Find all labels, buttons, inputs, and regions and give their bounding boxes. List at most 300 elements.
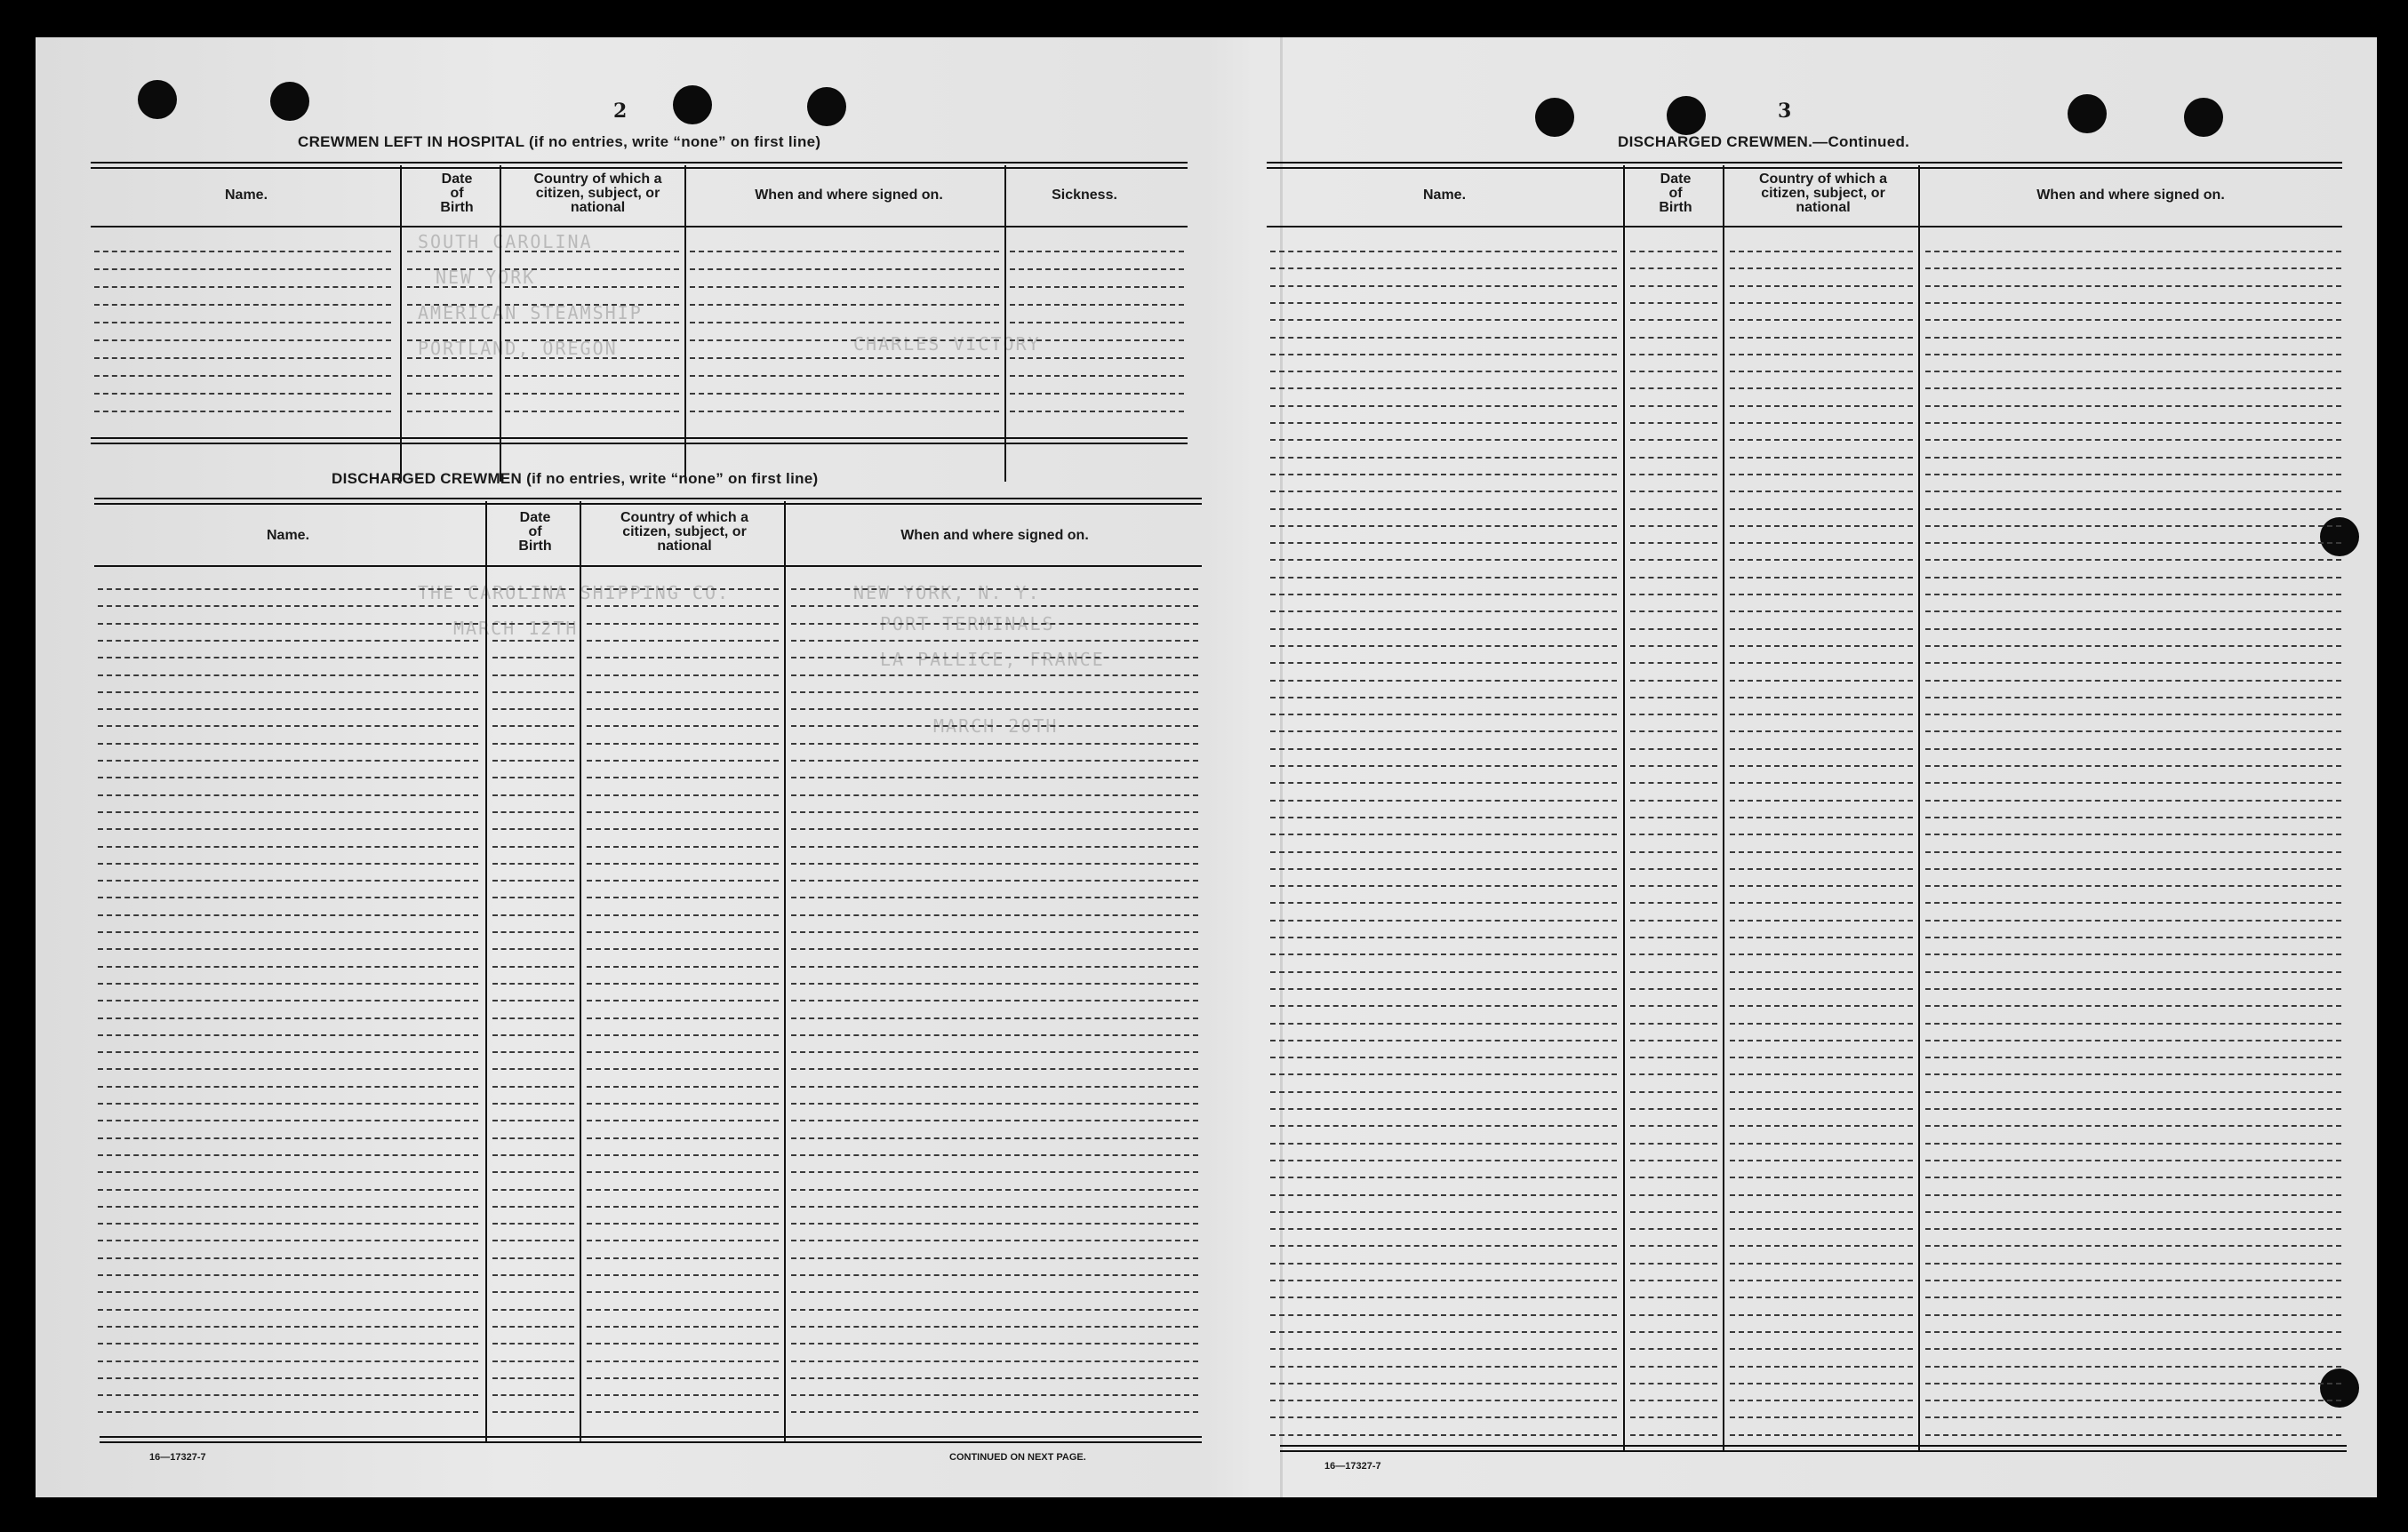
ruled-line [791,794,1198,796]
ruled-line [1630,868,1717,870]
ruled-line [1270,405,1617,407]
ruled-line [587,1326,779,1328]
ruled-line [791,1326,1198,1328]
ruled-line [1730,267,1913,269]
ruled-line [1630,902,1717,904]
continued-header-rule [1267,226,2342,227]
ruled-line [791,1103,1198,1105]
ruled-line [587,760,779,762]
ruled-line [1925,1297,2341,1298]
punch-hole [138,80,177,119]
ruled-line [1270,782,1617,784]
ruled-line [587,828,779,830]
continued-note: CONTINUED ON NEXT PAGE. [949,1452,1086,1463]
ruled-line [94,393,391,395]
ruled-line [587,588,779,590]
ruled-line [1270,337,1617,339]
ruled-line [791,674,1198,676]
ruled-line [1925,662,2341,664]
ruled-line [1730,748,1913,750]
ruled-line [1270,645,1617,647]
ruled-line [1730,937,1913,938]
ruled-line [1730,1160,1913,1161]
ruled-line [1730,885,1913,887]
ruled-line [1270,1280,1617,1281]
ruled-line [98,1326,478,1328]
ruled-line [98,1240,478,1241]
ruled-line [94,251,391,252]
ruled-line [1270,1331,1617,1333]
ruled-line [94,375,391,377]
ruled-line [1925,1005,2341,1007]
ruled-line [98,760,478,762]
ruled-line [1925,954,2341,955]
ruled-line [1925,457,2341,459]
ruled-line [1270,834,1617,835]
ruled-line [791,1223,1198,1225]
discharged-col-country: Country of which a citizen, subject, or national [620,510,748,554]
hospital-header-rule [91,226,1188,227]
ruled-line [587,674,779,676]
ruled-line [1730,1400,1913,1401]
ruled-line [1270,714,1617,715]
ruled-line [492,1394,574,1396]
ruled-line [98,1394,478,1396]
ruled-line [94,286,391,288]
ruled-line [1925,800,2341,802]
ruled-line [1630,937,1717,938]
ruled-line [587,1171,779,1173]
ruled-line [98,1257,478,1259]
ruled-line [1730,577,1913,578]
ruled-line [1730,1108,1913,1110]
ruled-line [1925,422,2341,424]
ruled-line [1925,937,2341,938]
ruled-line [1630,628,1717,630]
ruled-line [1010,375,1184,377]
discharged-col-divider [784,501,786,1441]
ruled-line [1630,1040,1717,1041]
ruled-line [1730,988,1913,990]
ruled-line [407,322,492,323]
ruled-line [1730,1211,1913,1213]
ruled-line [1270,920,1617,922]
ruled-line [492,1206,574,1208]
ruled-line [791,1189,1198,1191]
ruled-line [492,1240,574,1241]
ruled-line [98,828,478,830]
ruled-line [1630,302,1717,304]
ruled-line [98,1120,478,1121]
ruled-line [1925,542,2341,544]
page-number-left: 2 [613,100,628,123]
ruled-line [1730,1245,1913,1247]
ruled-line [791,1377,1198,1379]
ruled-line [98,1103,478,1105]
ruled-line [1925,1416,2341,1418]
ruled-line [1630,1245,1717,1247]
ruled-line [98,1309,478,1311]
bleed-text: THE CAROLINA SHIPPING CO. [418,582,731,603]
ruled-line [1925,680,2341,682]
ruled-line [791,708,1198,710]
ruled-line [492,1360,574,1362]
ruled-line [1925,525,2341,527]
ruled-line [1270,1297,1617,1298]
ruled-line [1730,559,1913,561]
ruled-line [1270,1400,1617,1401]
ruled-line [1010,393,1184,395]
ruled-line [1270,439,1617,441]
ruled-line [98,623,478,625]
ruled-line [1630,697,1717,698]
ruled-line [1630,714,1717,715]
ruled-line [791,1034,1198,1036]
ruled-line [587,1017,779,1019]
ruled-line [1730,1297,1913,1298]
ruled-line [1925,387,2341,389]
ruled-line [791,846,1198,848]
ruled-line [492,708,574,710]
ruled-line [1730,954,1913,955]
ruled-line [1730,1228,1913,1230]
ruled-line [587,1086,779,1088]
ruled-line [407,411,492,412]
hospital-col-signed: When and where signed on. [755,188,943,203]
ruled-line [492,1154,574,1156]
discharged-bottom-rule [100,1436,1202,1443]
ruled-line [1630,782,1717,784]
ruled-line [1730,782,1913,784]
ruled-line [1630,542,1717,544]
ruled-line [1270,1228,1617,1230]
ruled-line [1630,954,1717,955]
ruled-line [1630,645,1717,647]
ruled-line [1630,800,1717,802]
ruled-line [1730,387,1913,389]
ruled-line [98,1000,478,1001]
discharged-col-divider [485,501,487,1441]
ruled-line [1270,1160,1617,1161]
ruled-line [1925,439,2341,441]
ruled-line [1270,1211,1617,1213]
ruled-line [1270,1263,1617,1265]
ruled-line [587,640,779,642]
ruled-line [98,794,478,796]
ruled-line [1730,302,1913,304]
ruled-line [1630,1160,1717,1161]
hospital-col-dob: Date of Birth [440,172,474,215]
ruled-line [492,897,574,898]
ruled-line [98,1137,478,1139]
ruled-line [791,1360,1198,1362]
hospital-col-divider [1004,165,1006,482]
ruled-line [1010,411,1184,412]
punch-hole [2320,1368,2359,1408]
ruled-line [98,1171,478,1173]
ruled-line [587,1411,779,1413]
ruled-line [98,1154,478,1156]
ruled-line [1630,474,1717,475]
ruled-line [492,1257,574,1259]
ruled-line [587,1068,779,1070]
ruled-line [1270,628,1617,630]
ruled-line [1730,868,1913,870]
ruled-line [1630,1280,1717,1281]
ruled-line [791,1017,1198,1019]
ruled-line [1730,439,1913,441]
ruled-line [1925,285,2341,287]
continued-col-divider [1723,165,1724,1450]
ruled-line [1925,885,2341,887]
ruled-line [587,1206,779,1208]
ruled-line [98,640,478,642]
ruled-line [1270,1057,1617,1058]
ruled-line [1925,610,2341,612]
ruled-line [1730,525,1913,527]
ruled-line [492,1034,574,1036]
ruled-line [505,268,679,270]
ruled-line [1270,1143,1617,1145]
ruled-line [1630,610,1717,612]
continued-col-divider [1918,165,1920,1450]
punch-hole [2320,517,2359,556]
ruled-line [1925,1023,2341,1025]
hospital-top-rule [91,162,1188,169]
ruled-line [1270,1194,1617,1196]
ruled-line [1925,1073,2341,1075]
ruled-line [587,1137,779,1139]
ruled-line [587,1377,779,1379]
ruled-line [1925,1177,2341,1178]
ruled-line [492,983,574,985]
ruled-line [1270,937,1617,938]
ruled-line [1730,1348,1913,1350]
ruled-line [1270,594,1617,595]
ruled-line [587,1103,779,1105]
ruled-line [791,1051,1198,1053]
ruled-line [98,1034,478,1036]
ruled-line [1630,1177,1717,1178]
ruled-line [1630,337,1717,339]
ruled-line [791,725,1198,727]
ruled-line [1925,868,2341,870]
continued-col-dob: Date of Birth [1659,172,1692,215]
ruled-line [1630,1005,1717,1007]
ruled-line [1925,1160,2341,1161]
ruled-line [1630,680,1717,682]
ruled-line [492,605,574,607]
ruled-line [1730,628,1913,630]
ruled-line [1925,1125,2341,1127]
ruled-line [690,286,999,288]
ruled-line [1630,354,1717,355]
ruled-line [492,623,574,625]
ruled-line [791,914,1198,916]
ruled-line [1630,1057,1717,1058]
ruled-line [492,1137,574,1139]
ruled-line [1630,1091,1717,1093]
ruled-line [791,1257,1198,1259]
ruled-line [1010,268,1184,270]
ruled-line [492,760,574,762]
ruled-line [1630,885,1717,887]
ruled-line [94,357,391,359]
ruled-line [791,1171,1198,1173]
ruled-line [690,357,999,359]
ruled-line [1730,730,1913,732]
ruled-line [98,588,478,590]
ruled-line [1730,251,1913,252]
ruled-line [98,605,478,607]
ruled-line [1270,730,1617,732]
ruled-line [1630,1073,1717,1075]
ruled-line [791,983,1198,985]
ruled-line [1270,1023,1617,1025]
ruled-line [1270,697,1617,698]
ruled-line [1925,1280,2341,1281]
ruled-line [1270,1245,1617,1247]
ruled-line [1630,1314,1717,1316]
discharged-col-dob: Date of Birth [518,510,552,554]
ruled-line [791,1309,1198,1311]
ruled-line [1270,662,1617,664]
ruled-line [1925,1383,2341,1384]
ruled-line [1925,765,2341,767]
ruled-line [791,1206,1198,1208]
ruled-line [492,1086,574,1088]
ruled-line [505,357,679,359]
ruled-line [1925,1211,2341,1213]
ruled-line [1925,902,2341,904]
ruled-line [492,966,574,968]
ruled-line [1730,1314,1913,1316]
ruled-line [1010,286,1184,288]
ruled-line [98,880,478,882]
ruled-line [1270,285,1617,287]
ruled-line [1925,559,2341,561]
ruled-line [98,657,478,658]
ruled-line [587,1291,779,1293]
ruled-line [94,304,391,306]
ruled-line [1630,1400,1717,1401]
ruled-line [791,640,1198,642]
bleed-text: CHARLES VICTORY [853,333,1041,355]
ruled-line [791,948,1198,950]
ruled-line [587,1274,779,1276]
ruled-line [1630,817,1717,818]
ruled-line [98,1017,478,1019]
ruled-line [1730,1143,1913,1145]
ruled-line [407,393,492,395]
ruled-line [1270,474,1617,475]
ruled-line [587,794,779,796]
ruled-line [1730,1057,1913,1058]
ruled-line [791,605,1198,607]
ruled-line [1730,1280,1913,1281]
ruled-line [98,1223,478,1225]
ruled-line [1925,645,2341,647]
ruled-line [1630,559,1717,561]
ruled-line [492,1343,574,1344]
punch-hole [2184,98,2223,137]
ruled-line [587,966,779,968]
ruled-line [1630,1228,1717,1230]
ruled-line [1270,1416,1617,1418]
ruled-line [587,880,779,882]
ruled-line [1730,1177,1913,1178]
ruled-line [492,1223,574,1225]
ruled-line [791,863,1198,865]
ruled-line [492,1051,574,1053]
ruled-line [587,1343,779,1344]
ruled-line [1730,902,1913,904]
ruled-line [1630,1143,1717,1145]
ruled-line [1730,920,1913,922]
ruled-line [791,1068,1198,1070]
ruled-line [505,322,679,323]
ruled-line [1270,1434,1617,1436]
ruled-line [690,251,999,252]
continued-col-divider [1623,165,1625,1450]
ruled-line [587,1360,779,1362]
ruled-line [1270,319,1617,321]
ruled-line [1270,1177,1617,1178]
ruled-line [1270,354,1617,355]
ruled-line [587,1000,779,1001]
ruled-line [587,605,779,607]
ruled-line [587,863,779,865]
ruled-line [1730,697,1913,698]
ruled-line [1925,988,2341,990]
ruled-line [98,1051,478,1053]
hospital-col-divider [684,165,686,482]
ruled-line [1630,971,1717,973]
bleed-text: NEW YORK, N. Y. [853,582,1041,603]
ruled-line [1270,525,1617,527]
ruled-line [492,828,574,830]
hospital-section-title: CREWMEN LEFT IN HOSPITAL (if no entries, write “none” on first line) [298,133,821,150]
ruled-line [1925,1245,2341,1247]
ruled-line [492,1274,574,1276]
ruled-line [587,1309,779,1311]
ruled-line [791,623,1198,625]
form-number-left: 16—17327-7 [149,1452,206,1463]
ruled-line [1630,1348,1717,1350]
punch-hole [807,87,846,126]
ruled-line [492,846,574,848]
ruled-line [98,811,478,813]
ruled-line [1270,1314,1617,1316]
ruled-line [98,691,478,693]
ruled-line [492,743,574,745]
ruled-line [1270,302,1617,304]
ruled-line [1730,714,1913,715]
ruled-line [1010,339,1184,341]
ruled-line [791,1240,1198,1241]
ruled-line [98,1360,478,1362]
ruled-line [1925,851,2341,853]
punch-hole [2068,94,2107,133]
punch-hole [270,82,309,121]
ruled-line [1630,988,1717,990]
ruled-line [1925,1434,2341,1436]
ruled-line [587,725,779,727]
ruled-line [1925,508,2341,510]
ruled-line [791,966,1198,968]
ruled-line [1925,920,2341,922]
ruled-line [98,725,478,727]
